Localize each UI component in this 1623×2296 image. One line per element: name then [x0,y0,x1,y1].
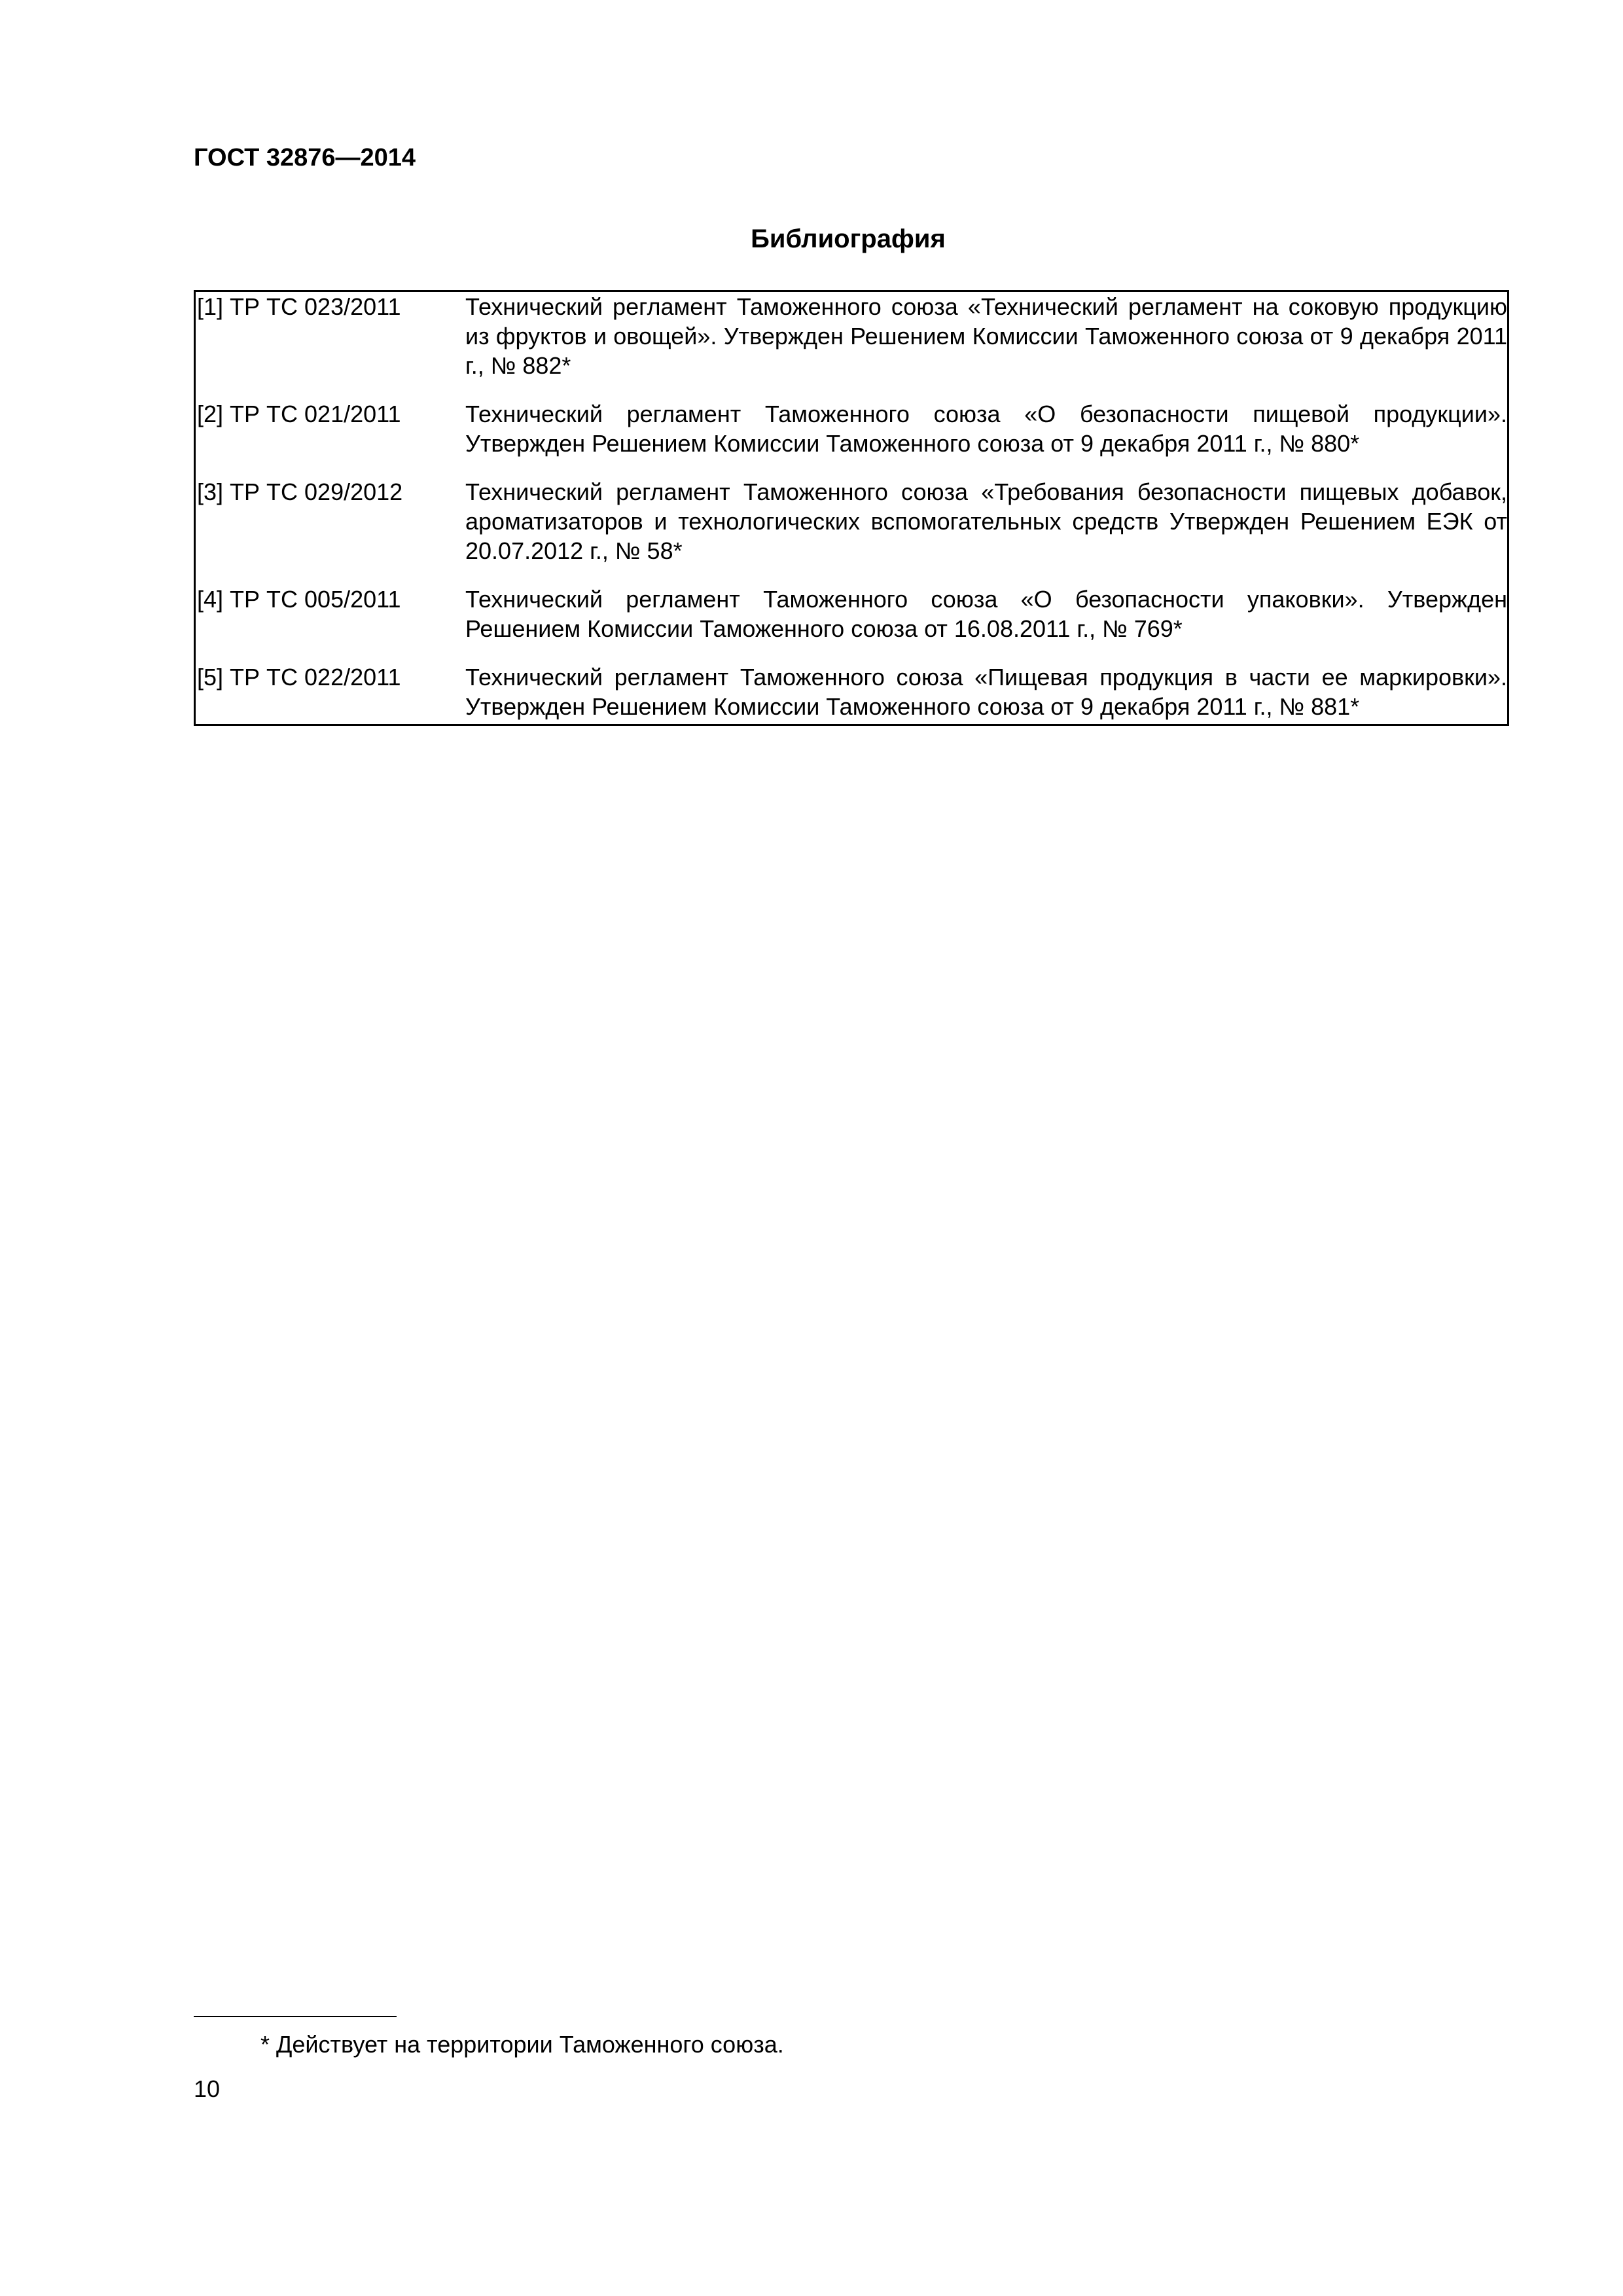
reference-code: [1] ТР ТС 023/2011 [197,293,401,320]
bibliography-entry [195,399,1508,477]
bibliography-title: Библиография [751,224,946,253]
document-code: ГОСТ 32876—2014 [194,144,416,171]
reference-text: Технический регламент Таможенного союза «О безопасности упаковки». Утвержден Решением Комиссии Таможенного союза от 16.08.2011 г., № 769* [465,586,1507,642]
reference-code: [4] ТР ТС 005/2011 [197,586,401,613]
bibliography-entry [195,584,1508,662]
reference-text: Технический регламент Таможенного союза «Пищевая продукция в части ее маркировки». Утвержден Решением Комиссии Таможенного союза от 9 декабря 2011 г., № 881* [465,664,1507,720]
bibliography-entry [195,291,1508,400]
footnote-separator [194,2016,397,2017]
footnote: * Действует на территории Таможенного союза. [260,2031,784,2058]
reference-code: [2] ТР ТС 021/2011 [197,401,401,427]
bibliography-entry [195,477,1508,584]
reference-text: Технический регламент Таможенного союза «О безопасности пищевой продукции». Утвержден Решением Комиссии Таможенного союза от 9 декабря 2011 г., № 880* [465,401,1507,457]
reference-text: Технический регламент Таможенного союза «Технический регламент на соковую продукцию из фруктов и овощей». Утвержден Решением Комиссии Таможенного союза от 9 декабря 2011 г., № 882* [465,293,1507,379]
reference-code: [5] ТР ТС 022/2011 [197,664,401,691]
bibliography-entry [195,662,1508,725]
page-number: 10 [194,2075,221,2102]
bibliography-table [194,290,1509,726]
reference-code: [3] ТР ТС 029/2012 [197,478,403,505]
reference-text: Технический регламент Таможенного союза «Требования безопасности пищевых добавок, ароматизаторов и технологических вспомогательных средств Утвержден Решением ЕЭК от 20.07.2012 г., № 58* [465,478,1507,564]
